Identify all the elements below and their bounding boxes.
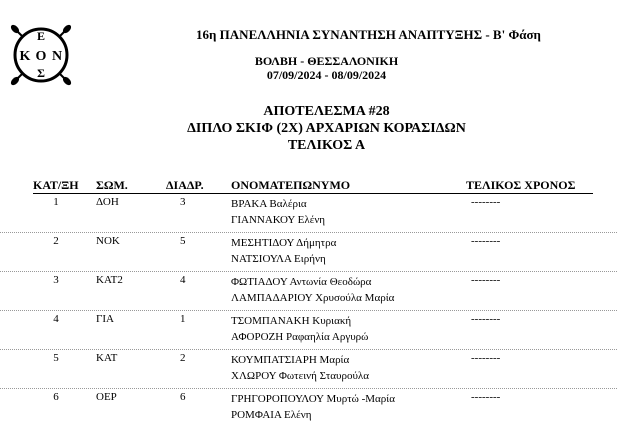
athlete-name: ΒΡΑΚΑ Βαλέρια [231, 198, 307, 210]
header-names: ΟΝΟΜΑΤΕΠΩΝΥΜΟ [231, 178, 351, 192]
athlete-name: ΤΣΟΜΠΑΝΑΚΗ Κυριακή [231, 315, 352, 327]
header-position: ΚΑΤ/ΞΗ [33, 178, 79, 192]
logo-letter: Κ [19, 49, 31, 64]
cell-time: -------- [471, 391, 501, 403]
cell-club: ΔΟΗ [96, 196, 119, 208]
athlete-name: ΛΑΜΠΑΔΑΡΙΟΥ Χρυσούλα Μαρία [231, 292, 395, 304]
cell-time: -------- [471, 274, 501, 286]
athlete-name: ΝΑΤΣΙΟΥΛΑ Ειρήνη [231, 253, 326, 265]
cell-position: 6 [53, 391, 59, 403]
cell-lane: 1 [180, 313, 186, 325]
athlete-name: ΑΦΟΡΟΖΗ Ραφαηλία Αργυρώ [231, 331, 369, 343]
cell-athletes [231, 352, 369, 384]
header-club: ΣΩΜ. [96, 178, 128, 192]
cell-time: -------- [471, 196, 501, 208]
header-lane: ΔΙΑΔΡ. [166, 178, 204, 192]
athlete-name: ΓΙΑΝΝΑΚΟΥ Ελένη [231, 214, 326, 226]
cell-position: 5 [53, 352, 59, 364]
athlete-name: ΡΟΜΦΑΙΑ Ελένη [231, 409, 312, 421]
cell-club: ΟΕΡ [96, 391, 117, 403]
cell-position: 3 [53, 274, 59, 286]
athlete-name: ΚΟΥΜΠΑΤΣΙΑΡΗ Μαρία [231, 354, 350, 366]
logo-letter: Σ [37, 66, 45, 80]
cell-position: 1 [53, 196, 59, 208]
table-row [0, 311, 617, 350]
logo-letter: Ο [35, 49, 47, 64]
cell-position: 4 [53, 313, 59, 325]
cell-athletes [231, 235, 336, 267]
table-row [0, 233, 617, 272]
cell-lane: 5 [180, 235, 186, 247]
result-number: ΑΠΟΤΕΛΕΣΜΑ #28 [263, 104, 390, 119]
results-table [0, 194, 617, 427]
table-row [0, 194, 617, 233]
cell-time: -------- [471, 235, 501, 247]
cell-club: ΓΙΑ [96, 313, 114, 325]
athlete-name: ΓΡΗΓΟΡΟΠΟΥΛΟΥ Μυρτώ -Μαρία [231, 393, 396, 405]
cell-lane: 6 [180, 391, 186, 403]
cell-athletes [231, 274, 394, 306]
cell-club: ΚΑΤ2 [96, 274, 123, 286]
cell-athletes [231, 313, 368, 345]
cell-club: ΚΑΤ [96, 352, 118, 364]
race-name: ΤΕΛΙΚΟΣ Α [287, 138, 366, 153]
cell-club: ΝΟΚ [96, 235, 120, 247]
table-row [0, 350, 617, 389]
cell-lane: 2 [180, 352, 186, 364]
table-row [0, 389, 617, 427]
athlete-name: ΜΕΣΗΤΙΔΟΥ Δήμητρα [231, 237, 337, 249]
venue: ΒΟΛΒΗ - ΘΕΣΣΑΛΟΝΙΚΗ [254, 54, 399, 68]
athlete-name: ΦΩΤΙΑΔΟΥ Αντωνία Θεοδώρα [231, 276, 372, 288]
event-dates: 07/09/2024 - 08/09/2024 [266, 68, 387, 82]
table-row [0, 272, 617, 311]
cell-athletes [231, 196, 325, 228]
event-title: 16η ΠΑΝΕΛΛΗΝΙΑ ΣΥΝΑΝΤΗΣΗ ΑΝΑΠΤΥΞΗΣ - Β' Φάση [196, 27, 541, 42]
boat-class: ΔΙΠΛΟ ΣΚΙΦ (2X) ΑΡΧΑΡΙΩΝ ΚΟΡΑΣΙΔΩΝ [187, 121, 466, 136]
athlete-name: ΧΛΩΡΟΥ Φωτεινή Σταυρούλα [231, 370, 370, 382]
cell-position: 2 [53, 235, 59, 247]
cell-athletes [231, 391, 395, 423]
cell-time: -------- [471, 352, 501, 364]
logo-letter: Ε [36, 29, 46, 43]
cell-lane: 3 [180, 196, 186, 208]
cell-lane: 4 [180, 274, 186, 286]
cell-time: -------- [471, 313, 501, 325]
logo-letter: Ν [51, 49, 63, 64]
header-time: ΤΕΛΙΚΟΣ ΧΡΟΝΟΣ [466, 178, 576, 192]
